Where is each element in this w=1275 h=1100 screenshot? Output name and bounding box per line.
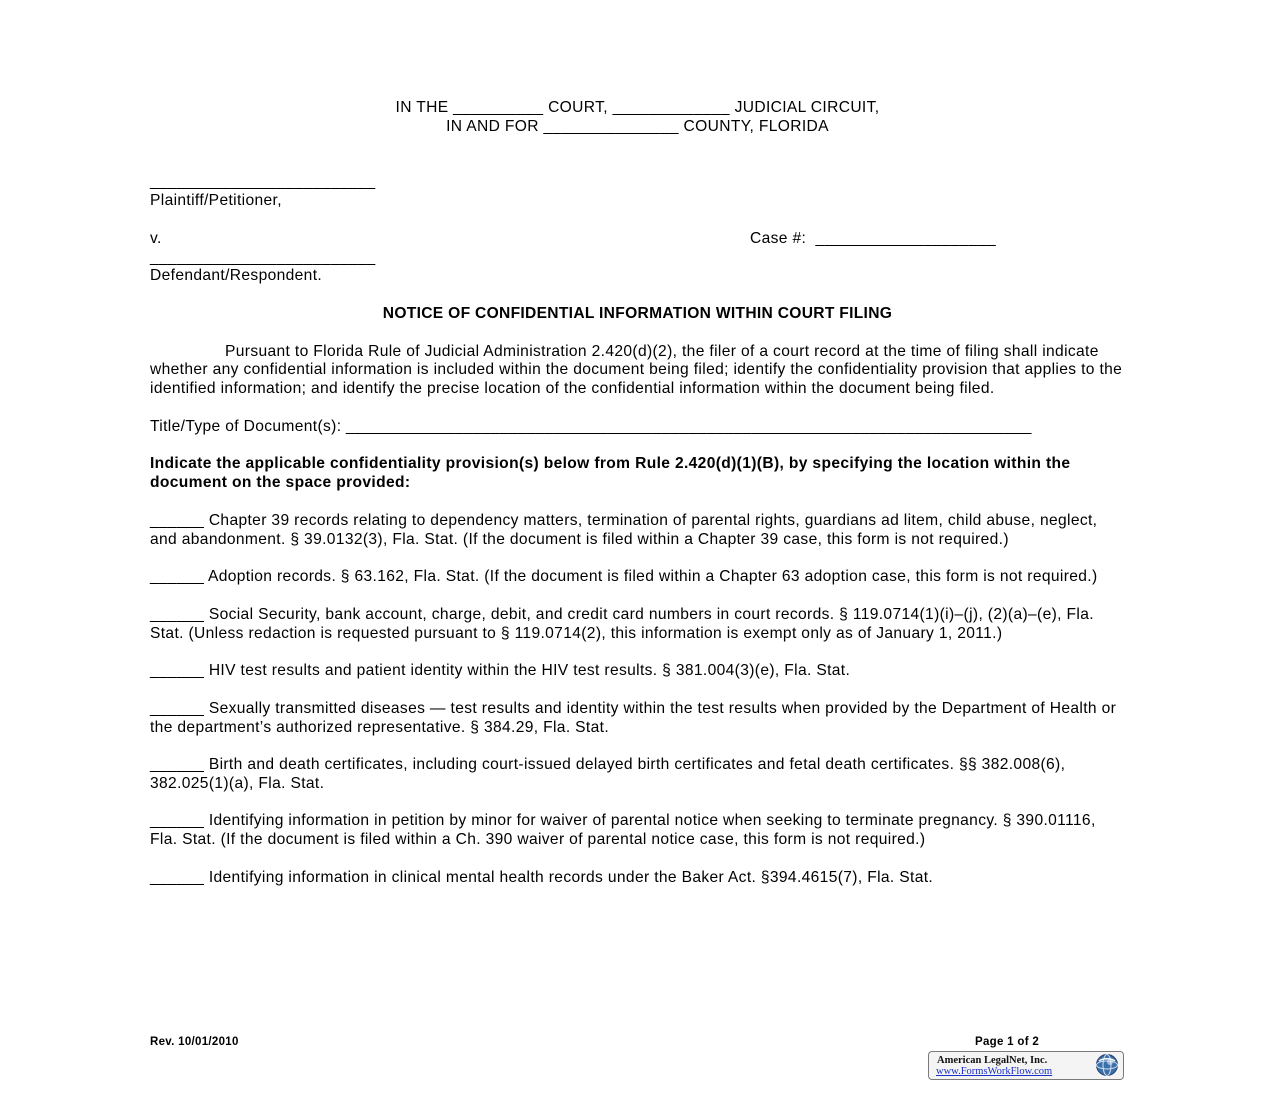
defendant-line: _________________________: [150, 248, 376, 266]
plaintiff-label: Plaintiff/Petitioner,: [150, 192, 282, 210]
provision-item: ______ Sexually transmitted diseases — test results and identity within the test results when provided by the Department of Health or the department’s authorized representative. § 384.29, Fla. Stat.: [150, 699, 1117, 736]
plaintiff-line: _________________________: [150, 173, 376, 191]
provision-item: ______ Adoption records. § 63.162, Fla. Stat. (If the document is filed within a Chapter 63 adoption case, this form is not required.): [150, 568, 1098, 586]
defendant-label: Defendant/Respondent.: [150, 267, 323, 285]
publisher-logo[interactable]: [928, 1051, 1124, 1080]
document-body: [150, 99, 1125, 888]
intro-paragraph: Pursuant to Florida Rule of Judicial Administration 2.420(d)(2), the filer of a court record at the time of filing shall indicate whether any confidential information is included within the document being filed; identify the confidentiality provision that applies to the identified information; and identify the precise location of the confidential information within the document being filed.: [150, 342, 1123, 398]
case-number-field: Case #: ____________________: [750, 229, 997, 247]
versus-label: v.: [150, 229, 162, 247]
provision-item: ______ Identifying information in clinical mental health records under the Baker Act. §394.4615(7), Fla. Stat.: [150, 868, 934, 886]
document-title-field: Title/Type of Document(s): ____________________________________________________________________________: [150, 417, 1032, 435]
provision-item: ______ Chapter 39 records relating to dependency matters, termination of parental rights, guardians ad litem, child abuse, neglect, and abandonment. § 39.0132(3), Fla. Stat. (If the document is filed within a Chapter 39 case, this form is not required.): [150, 511, 1098, 548]
court-header-line-1: IN THE __________ COURT, _____________ JUDICIAL CIRCUIT,: [395, 99, 880, 116]
notice-title: NOTICE OF CONFIDENTIAL INFORMATION WITHIN COURT FILING: [382, 304, 893, 322]
provision-item: ______ HIV test results and patient identity within the HIV test results. § 381.004(3)(e), Fla. Stat.: [150, 662, 851, 680]
provision-list: [150, 512, 1125, 888]
provision-item: ______ Birth and death certificates, including court-issued delayed birth certificates and fetal death certificates. §§ 382.008(6), 382.025(1)(a), Fla. Stat.: [150, 756, 1066, 792]
revision-date: Rev. 10/01/2010: [150, 1036, 239, 1048]
globe-icon: [1095, 1053, 1119, 1077]
instructions-paragraph: Indicate the applicable confidentiality provision(s) below from Rule 2.420(d)(1)(B), by specifying the location within the document on the space provided:: [150, 455, 1071, 492]
provision-item: ______ Identifying information in petition by minor for waiver of parental notice when seeking to terminate pregnancy. § 390.01116, Fla. Stat. (If the document is filed within a Ch. 390 waiver of parental notice case, this form is not required.): [150, 812, 1096, 849]
court-header: [150, 99, 1125, 137]
publisher-url-link[interactable]: www.FormsWorkFlow.com: [936, 1066, 1053, 1077]
page-number: Page 1 of 2: [975, 1036, 1040, 1048]
court-header-line-2: IN AND FOR _______________ COUNTY, FLORIDA: [446, 117, 829, 135]
publisher-name: American LegalNet, Inc.: [937, 1055, 1048, 1066]
case-caption: [150, 173, 1125, 286]
provision-item: ______ Social Security, bank account, charge, debit, and credit card numbers in court records. § 119.0714(1)(i)–(j), (2)(a)–(e), Fla. Stat. (Unless redaction is requested pursuant to § 119.0714(2), this information is exempt only as of January 1, 2011.): [150, 605, 1094, 642]
